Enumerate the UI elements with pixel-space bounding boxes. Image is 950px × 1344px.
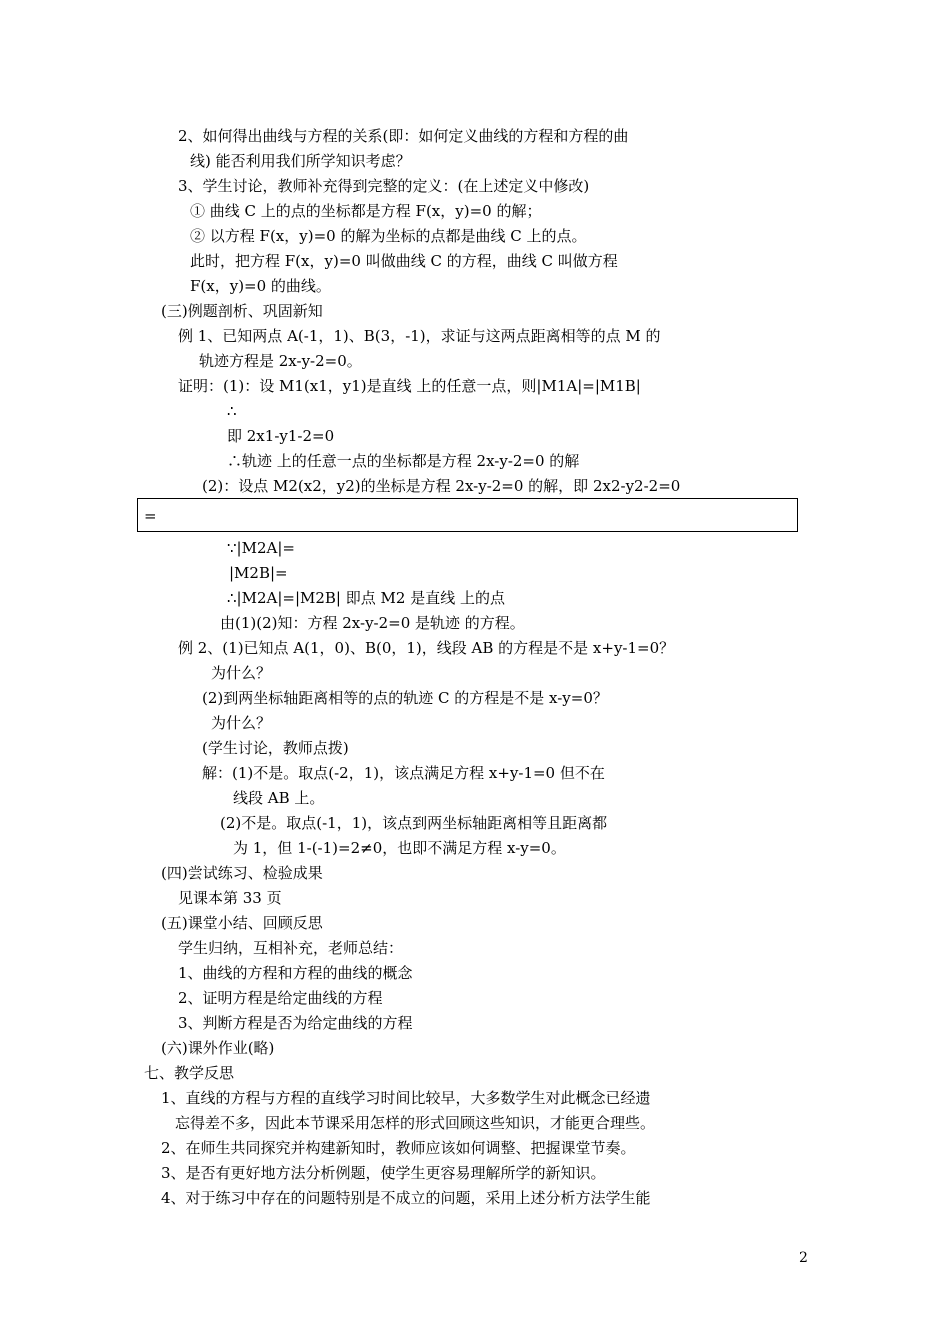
section-heading: (四)尝试练习、检验成果 [161, 864, 323, 882]
text-line: 解：(1)不是。取点(-2，1)，该点满足方程 x+y-1=0 但不在 [202, 764, 605, 782]
section-heading: (六)课外作业(略) [161, 1039, 275, 1057]
text-line: 2、如何得出曲线与方程的关系(即：如何定义曲线的方程和方程的曲 [178, 127, 629, 145]
text-line: 为什么？ [211, 664, 272, 682]
section-heading: (三)例题剖析、巩固新知 [161, 302, 323, 320]
text-line: 由(1)(2)知：方程 2x-y-2=0 是轨迹 的方程。 [220, 614, 525, 632]
text-line: 3、是否有更好地方法分析例题，使学生更容易理解所学的新知识。 [161, 1164, 606, 1182]
text-line: 忘得差不多，因此本节课采用怎样的形式回顾这些知识，才能更合理些。 [175, 1114, 656, 1132]
text-line: 证明：(1)：设 M1(x1，y1)是直线 上的任意一点，则|M1A|=|M1B| [178, 377, 641, 395]
text-line: 4、对于练习中存在的问题特别是不成立的问题，采用上述分析方法学生能 [161, 1189, 651, 1207]
text-line: 线段 AB 上。 [233, 789, 325, 807]
text-line: ∵|M2A|= [227, 539, 295, 557]
text-line: 线) 能否利用我们所学知识考虑？ [190, 152, 411, 170]
text-line: (2)不是。取点(-1，1)，该点到两坐标轴距离相等且距离都 [220, 814, 608, 832]
equation-frame [137, 498, 798, 532]
text-line: ∴轨迹 上的任意一点的坐标都是方程 2x-y-2=0 的解 [227, 452, 580, 470]
text-line: 例 1、已知两点 A(-1，1)、B(3，-1)，求证与这两点距离相等的点 M 的 [178, 327, 661, 345]
text-line: 见课本第 33 页 [178, 889, 282, 907]
text-line: 2、证明方程是给定曲线的方程 [178, 989, 383, 1007]
text-line: 为 1，但 1-(-1)=2≠0，也即不满足方程 x-y=0。 [233, 839, 566, 857]
text-line: (2)：设点 M2(x2，y2)的坐标是方程 2x-y-2=0 的解，即 2x2-y2-2=0 [202, 477, 681, 495]
text-line: ∴|M2A|=|M2B| 即点 M2 是直线 上的点 [227, 589, 505, 607]
text-line: 3、判断方程是否为给定曲线的方程 [178, 1014, 413, 1032]
text-line: 1、直线的方程与方程的直线学习时间比较早，大多数学生对此概念已经遗 [161, 1089, 651, 1107]
text-line: = [144, 507, 157, 525]
text-line: ∴ [227, 402, 237, 420]
text-line: 3、学生讨论，教师补充得到完整的定义：(在上述定义中修改) [178, 177, 590, 195]
text-line: 为什么？ [211, 714, 272, 732]
text-line: ① 曲线 C 上的点的坐标都是方程 F(x，y)=0 的解； [190, 202, 542, 220]
text-line: 即 2x1-y1-2=0 [227, 427, 335, 445]
text-line: 2、在师生共同探究并构建新知时，教师应该如何调整、把握课堂节奏。 [161, 1139, 636, 1157]
text-line: |M2B|= [229, 564, 288, 582]
section-heading: 七、教学反思 [144, 1064, 235, 1082]
text-line: 此时，把方程 F(x，y)=0 叫做曲线 C 的方程，曲线 C 叫做方程 [190, 252, 618, 270]
text-line: 轨迹方程是 2x-y-2=0。 [199, 352, 362, 370]
text-line: ② 以方程 F(x，y)=0 的解为坐标的点都是曲线 C 上的点。 [190, 227, 587, 245]
text-line: F(x，y)=0 的曲线。 [190, 277, 331, 295]
text-line: 例 2、(1)已知点 A(1，0)、B(0，1)，线段 AB 的方程是不是 x+y-1=0？ [178, 639, 675, 657]
text-line: (学生讨论，教师点拨) [202, 739, 349, 757]
page-number: 2 [799, 1250, 808, 1266]
text-line: 1、曲线的方程和方程的曲线的概念 [178, 964, 413, 982]
text-line: 学生归纳，互相补充，老师总结： [178, 939, 404, 957]
section-heading: (五)课堂小结、回顾反思 [161, 914, 323, 932]
text-line: (2)到两坐标轴距离相等的点的轨迹 C 的方程是不是 x-y=0？ [202, 689, 608, 707]
